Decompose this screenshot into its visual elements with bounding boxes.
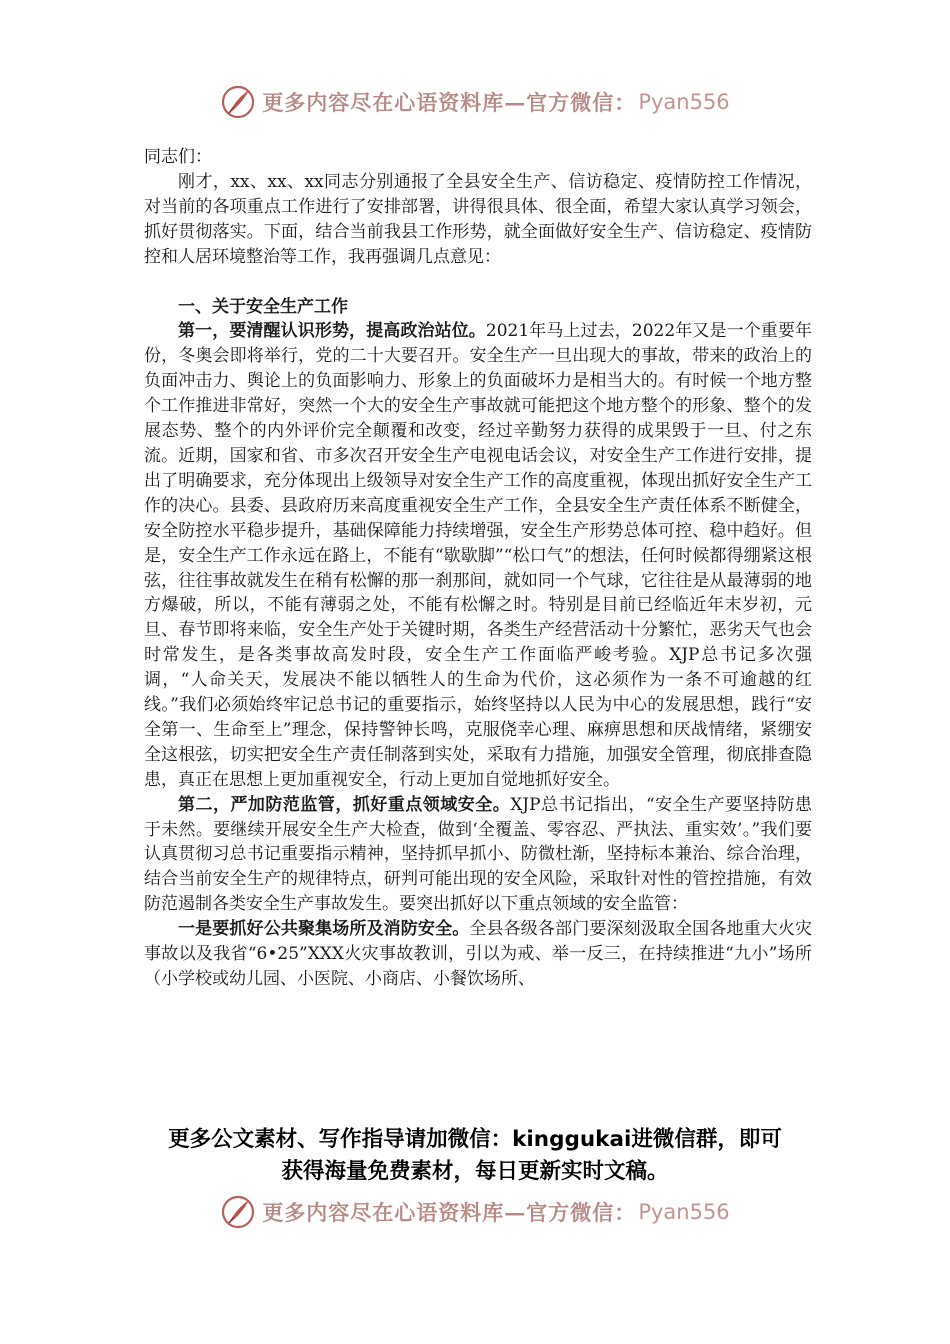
paragraph-second xyxy=(144,793,812,918)
header-banner xyxy=(0,82,950,122)
paragraph-third xyxy=(144,917,812,992)
quill-logo-icon xyxy=(220,84,256,120)
paragraph-gap xyxy=(144,270,812,295)
footer-wechat-id: Pyan556 xyxy=(638,1200,730,1224)
promo-line-1: 更多公文素材、写作指导请加微信：kinggukai进微信群，即可 xyxy=(168,1127,782,1152)
paragraph-first-lead: 第一，要清醒认识形势，提高政治站位。 xyxy=(178,321,486,342)
paragraph-second-lead: 第二，严加防范监管，抓好重点领域安全。 xyxy=(178,794,511,815)
paragraph-first-body: 2021年马上过去，2022年又是一个重要年份，冬奥会即将举行，党的二十大要召开。安全生产一旦出现大的事故，带来的政治上的负面冲击力、舆论上的负面影响力、形象上的负面破坏力是相当大的。有时候一个地方整个工作推进非常好，突然一个大的安全生产事故就可能把这个地方整个的形象、整个的发展态势、整个的内外评价完全颠覆和改变，经过辛勤努力获得的成果毁于一旦、付之东流。近期，国家和省、市多次召开安全生产电视电话会议，对安全生产工作进行安排，提出了明确要求，充分体现出上级领导对安全生产工作的高度重视，体现出抓好安全生产工作的决心。县委、县政府历来高度重视安全生产工作，全县安全生产责任体系不断健全，安全防控水平稳步提升，基础保障能力持续增强，安全生产形势总体可控、稳中趋好。但是，安全生产工作永远在路上，不能有“歇歇脚”“松口气”的想法，任何时候都得绷紧这根弦，往往事故就发生在稍有松懈的那一刹那间，就如同一个气球，它往往是从最薄弱的地方爆破，所以，不能有薄弱之处，不能有松懈之时。特别是目前已经临近年末岁初，元旦、春节即将来临，安全生产处于关键时期，各类生产经营活动十分繁忙，恶劣天气也会时常发生，是各类事故高发时段，安全生产工作面临严峻考验。XJP总书记多次强调，“人命关天，发展决不能以牺牲人的生命为代价，这必须作为一条不可逾越的红线。”我们必须始终牢记总书记的重要指示，始终坚持以人民为中心的发展思想，践行“安全第一、生命至上”理念，保持警钟长鸣，克服侥幸心理、麻痹思想和厌战情绪，紧绷安全这根弦，切实把安全生产责任制落到实处，采取有力措施，加强安全管理，彻底排查隐患，真正在思想上更加重视安全，行动上更加自觉地抓好安全。 xyxy=(144,321,813,790)
quill-logo-icon xyxy=(220,1194,256,1230)
header-wechat-id: Pyan556 xyxy=(638,90,730,114)
salutation: 同志们： xyxy=(144,147,212,167)
header-banner-text: 更多内容尽在心语资料库—官方微信： xyxy=(262,90,637,115)
footer-banner xyxy=(0,1192,950,1232)
promo-notice xyxy=(140,1124,810,1188)
paragraph-second-body: XJP总书记指出，“安全生产要坚持防患于未然。要继续开展安全生产大检查，做到‘全覆盖、零容忍、严执法、重实效’。”我们要认真贯彻习总书记重要指示精神，坚持抓早抓小、防微杜渐，坚持标本兼治、综合治理，结合当前安全生产的规律特点，研判可能出现的安全风险，采取针对性的管控措施，有效防范遏制各类安全生产事故发生。要突出抓好以下重点领域的安全监管： xyxy=(144,794,812,915)
section-title: 一、关于安全生产工作 xyxy=(178,296,348,317)
footer-banner-text: 更多内容尽在心语资料库—官方微信： xyxy=(262,1200,637,1225)
paragraph-third-body: 全县各级各部门要深刻汲取全国各地重大火灾事故以及我省“6•25”XXX火灾事故教训，引以为戒、举一反三，在持续推进“九小”场所（小学校或幼儿园、小医院、小商店、小餐饮场所、 xyxy=(144,919,813,989)
promo-line-2: 获得海量免费素材，每日更新实时文稿。 xyxy=(281,1159,669,1184)
document-body xyxy=(144,145,812,992)
paragraph-third-lead: 一是要抓好公共聚集场所及消防安全。 xyxy=(178,919,470,940)
paragraph-first xyxy=(144,319,812,792)
intro-paragraph: 刚才，xx、xx、xx同志分别通报了全县安全生产、信访稳定、疫情防控工作情况，对当前的各项重点工作进行了安排部署，讲得很具体、很全面，希望大家认真学习领会，抓好贯彻落实。下面，结合当前我县工作形势，就全面做好安全生产、信访稳定、疫情防控和人居环境整治等工作，我再强调几点意见： xyxy=(144,171,812,267)
